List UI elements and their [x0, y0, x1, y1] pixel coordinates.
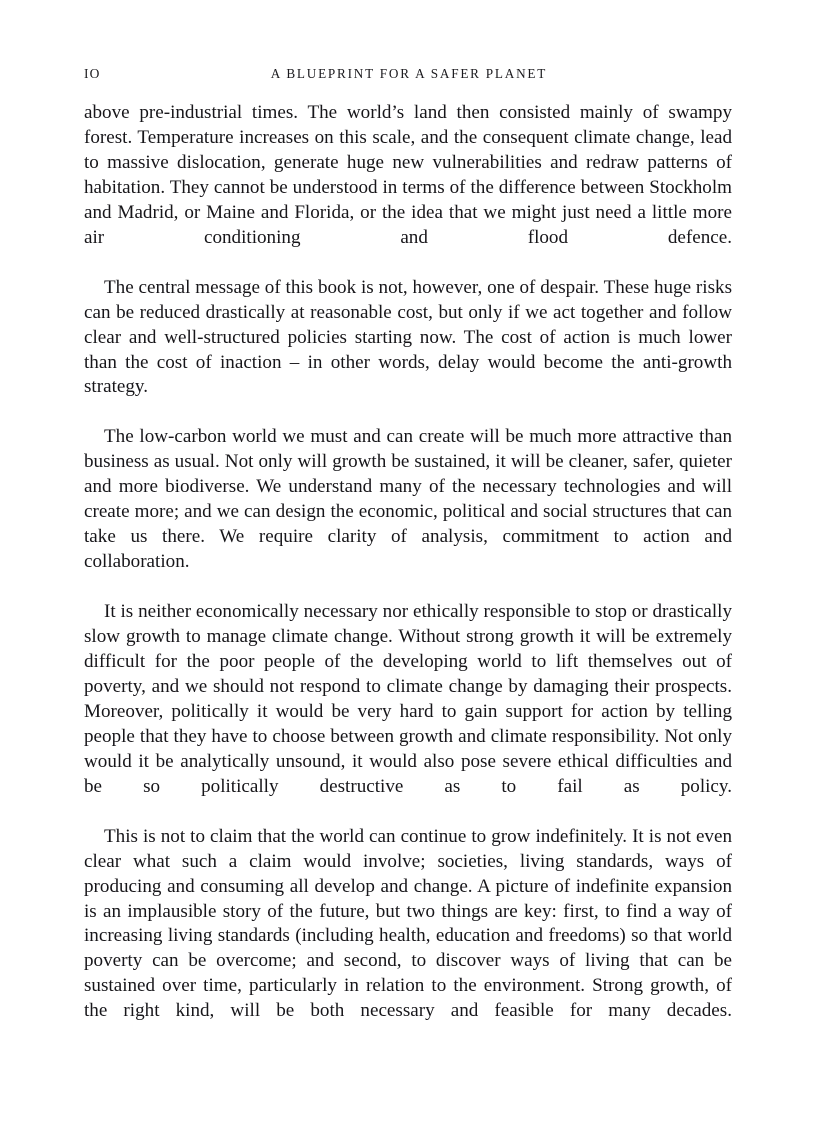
paragraph: The central message of this book is not, however, one of despair. These huge risks can be reduced drastically at reasonable cost, but only if we act together and follow clear and well-structured policies starting now. The cost of action is much lower than the cost of inaction – in other words, delay would become the anti-growth strategy.: [84, 276, 732, 398]
page-number: IO: [84, 66, 101, 81]
paragraph: above pre-industrial times. The world’s land then consisted mainly of swampy forest. Temperature increases on this scale, and the consequent climate change, lead to massive dislocation, generate huge new vulnerabilities and redraw patterns of habitation. They cannot be understood in terms of the difference between Stockholm and Madrid, or Maine and Florida, or the idea that we might just need a little more air conditioning and flood defence.: [84, 102, 732, 248]
body-text: [84, 101, 732, 1049]
paragraph: This is not to claim that the world can continue to grow indefinitely. It is not even clear what such a claim would involve; societies, living standards, ways of producing and consuming all develop and change. A picture of indefinite expansion is an implausible story of the future, but two things are key: first, to find a way of increasing living standards (including health, education and freedoms) so that world poverty can be overcome; and second, to discover ways of living that can be sustained over time, particularly in relation to the environment. Strong growth, of the right kind, will be both necessary and feasible for many decades.: [84, 825, 732, 1022]
paragraph: It is neither economically necessary nor ethically responsible to stop or drastically slow growth to manage climate change. Without strong growth it will be extremely difficult for the poor people of the developing world to lift themselves out of poverty, and we should not respond to climate change by damaging their prospects. Moreover, politically it would be very hard to gain support for action by telling people that they have to choose between growth and climate responsibility. Not only would it be analytically unsound, it would also pose severe ethical difficulties and be so politically destructive as to fail as policy.: [84, 601, 732, 797]
paragraph: The low-carbon world we must and can create will be much more attractive than business as usual. Not only will growth be sustained, it will be cleaner, safer, quieter and more biodiverse. We understand many of the necessary technologies and will create more; and we can design the economic, political and social structures that can take us there. We require clarity of analysis, commitment to action and collaboration.: [84, 426, 732, 573]
running-title: A BLUEPRINT FOR A SAFER PLANET: [270, 66, 548, 81]
running-head: [84, 66, 732, 86]
